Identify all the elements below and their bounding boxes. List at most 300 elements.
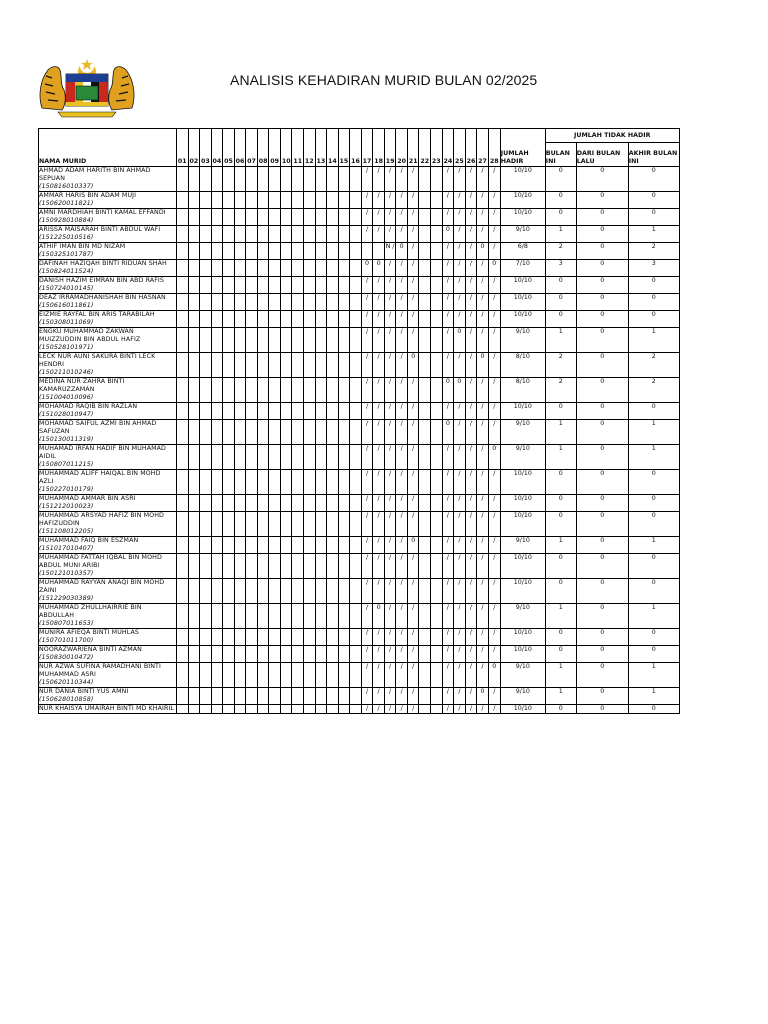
attendance-mark	[211, 243, 223, 260]
attendance-mark: 0	[488, 663, 500, 688]
attendance-mark	[200, 629, 212, 646]
attendance-mark	[419, 470, 431, 495]
attendance-mark: /	[477, 512, 489, 537]
column-header-day: 03	[200, 129, 212, 167]
attendance-mark: /	[373, 554, 385, 579]
jumlah-hadir-cell: 7/10	[500, 260, 545, 277]
attendance-mark: /	[454, 688, 466, 705]
attendance-mark: /	[407, 420, 419, 445]
attendance-mark: /	[373, 688, 385, 705]
attendance-mark: /	[407, 705, 419, 714]
attendance-mark: /	[465, 663, 477, 688]
attendance-mark: /	[488, 167, 500, 192]
attendance-mark	[177, 328, 189, 353]
attendance-mark	[350, 646, 362, 663]
attendance-mark	[350, 445, 362, 470]
attendance-mark: /	[465, 260, 477, 277]
attendance-mark	[223, 226, 235, 243]
attendance-mark	[373, 243, 385, 260]
student-name: NUR AZWA SUFINA RAMADHANI BINTI MUHAMMAD ASRI	[39, 663, 161, 678]
attendance-mark	[200, 328, 212, 353]
attendance-mark: /	[373, 579, 385, 604]
attendance-mark	[304, 353, 316, 378]
attendance-mark	[419, 646, 431, 663]
attendance-mark	[188, 192, 200, 209]
attendance-mark	[200, 579, 212, 604]
attendance-mark	[431, 663, 443, 688]
attendance-mark	[223, 243, 235, 260]
attendance-mark	[327, 403, 339, 420]
attendance-mark	[338, 646, 350, 663]
attendance-mark	[269, 420, 281, 445]
malaysia-coat-of-arms-icon	[36, 56, 138, 120]
attendance-mark	[315, 277, 327, 294]
attendance-mark: /	[407, 192, 419, 209]
attendance-table	[38, 128, 680, 714]
attendance-mark	[223, 495, 235, 512]
column-header-day: 26	[465, 129, 477, 167]
attendance-mark	[304, 403, 316, 420]
attendance-mark: /	[373, 209, 385, 226]
attendance-mark	[200, 705, 212, 714]
attendance-mark	[177, 294, 189, 311]
attendance-mark: /	[361, 403, 373, 420]
attendance-mark	[327, 579, 339, 604]
column-header-day: 25	[454, 129, 466, 167]
attendance-mark	[338, 294, 350, 311]
attendance-mark: /	[465, 294, 477, 311]
attendance-mark: /	[442, 167, 454, 192]
attendance-mark	[211, 277, 223, 294]
attendance-mark	[304, 512, 316, 537]
attendance-mark: /	[373, 167, 385, 192]
attendance-mark: /	[373, 420, 385, 445]
attendance-mark: /	[373, 311, 385, 328]
attendance-mark	[234, 512, 246, 537]
student-name-cell	[39, 294, 177, 311]
column-header-day: 28	[488, 129, 500, 167]
attendance-mark	[280, 403, 292, 420]
attendance-mark	[292, 445, 304, 470]
attendance-mark	[211, 537, 223, 554]
attendance-mark: /	[384, 192, 396, 209]
attendance-mark: /	[384, 167, 396, 192]
attendance-mark	[338, 226, 350, 243]
attendance-mark	[188, 604, 200, 629]
attendance-mark: /	[361, 604, 373, 629]
attendance-mark	[246, 604, 258, 629]
attendance-mark	[338, 579, 350, 604]
attendance-mark: /	[488, 495, 500, 512]
attendance-mark	[188, 495, 200, 512]
attendance-mark	[234, 209, 246, 226]
bulan-ini-cell: 1	[545, 604, 576, 629]
attendance-mark	[257, 243, 269, 260]
attendance-mark: /	[361, 353, 373, 378]
attendance-mark	[211, 579, 223, 604]
student-id: (150816010337)	[39, 183, 94, 190]
attendance-mark	[234, 311, 246, 328]
attendance-mark	[177, 688, 189, 705]
attendance-mark	[304, 243, 316, 260]
attendance-mark	[177, 646, 189, 663]
akhir-bulan-ini-cell: 0	[628, 554, 679, 579]
akhir-bulan-ini-cell: 1	[628, 420, 679, 445]
student-name: DAFINAH HAZIQAH BINTI RIDUAN SHAH	[39, 260, 167, 267]
attendance-mark: /	[407, 260, 419, 277]
attendance-mark	[431, 260, 443, 277]
attendance-mark: /	[361, 629, 373, 646]
table-row	[39, 328, 680, 353]
attendance-mark	[280, 579, 292, 604]
attendance-mark: 0	[407, 353, 419, 378]
attendance-mark: /	[488, 328, 500, 353]
attendance-mark	[315, 629, 327, 646]
attendance-mark	[327, 629, 339, 646]
attendance-mark	[188, 579, 200, 604]
attendance-mark	[419, 167, 431, 192]
attendance-mark	[211, 420, 223, 445]
attendance-mark	[223, 663, 235, 688]
attendance-mark	[257, 579, 269, 604]
attendance-mark	[304, 420, 316, 445]
attendance-mark	[419, 629, 431, 646]
attendance-mark	[419, 420, 431, 445]
attendance-mark: /	[396, 604, 408, 629]
attendance-mark	[200, 167, 212, 192]
attendance-mark	[234, 260, 246, 277]
attendance-mark	[431, 495, 443, 512]
attendance-mark	[338, 604, 350, 629]
jumlah-hadir-cell: 9/10	[500, 328, 545, 353]
student-name-cell	[39, 420, 177, 445]
dari-bulan-lalu-cell: 0	[576, 705, 628, 714]
attendance-mark	[246, 663, 258, 688]
akhir-bulan-ini-cell: 1	[628, 226, 679, 243]
attendance-mark	[200, 277, 212, 294]
attendance-mark: /	[454, 403, 466, 420]
jumlah-hadir-cell: 10/10	[500, 209, 545, 226]
attendance-mark	[246, 209, 258, 226]
student-id: (150701011700)	[39, 637, 94, 644]
attendance-mark	[280, 688, 292, 705]
attendance-mark	[431, 328, 443, 353]
attendance-mark	[200, 353, 212, 378]
attendance-mark	[177, 403, 189, 420]
attendance-mark	[327, 277, 339, 294]
attendance-mark	[292, 294, 304, 311]
attendance-mark	[280, 470, 292, 495]
attendance-mark: /	[477, 328, 489, 353]
student-id: (150227010179)	[39, 486, 94, 493]
attendance-mark: 0	[442, 420, 454, 445]
attendance-mark	[350, 512, 362, 537]
attendance-mark: /	[407, 445, 419, 470]
student-name-cell	[39, 167, 177, 192]
attendance-mark	[292, 403, 304, 420]
attendance-mark	[200, 209, 212, 226]
attendance-mark: /	[454, 604, 466, 629]
attendance-mark	[257, 646, 269, 663]
column-header-bulan-ini: BULAN INI	[545, 143, 576, 167]
attendance-mark: /	[373, 646, 385, 663]
attendance-mark: /	[361, 470, 373, 495]
attendance-mark: /	[477, 604, 489, 629]
attendance-mark: /	[361, 646, 373, 663]
attendance-mark	[269, 260, 281, 277]
attendance-mark	[350, 311, 362, 328]
attendance-mark: /	[465, 167, 477, 192]
student-name-cell	[39, 192, 177, 209]
attendance-mark: 0	[442, 226, 454, 243]
dari-bulan-lalu-cell: 0	[576, 226, 628, 243]
dari-bulan-lalu-cell: 0	[576, 378, 628, 403]
table-row	[39, 353, 680, 378]
attendance-mark: /	[407, 294, 419, 311]
attendance-mark	[431, 579, 443, 604]
attendance-mark: /	[465, 495, 477, 512]
attendance-mark	[269, 311, 281, 328]
attendance-mark	[280, 420, 292, 445]
attendance-mark: /	[361, 328, 373, 353]
attendance-mark: /	[465, 328, 477, 353]
student-name: ARISSA MAISARAH BINTI ABDUL WAFI	[39, 226, 161, 233]
attendance-mark	[304, 688, 316, 705]
attendance-mark	[304, 167, 316, 192]
attendance-mark: /	[454, 579, 466, 604]
attendance-mark: /	[465, 226, 477, 243]
student-name-cell	[39, 688, 177, 705]
attendance-mark	[431, 445, 443, 470]
attendance-mark	[234, 420, 246, 445]
attendance-mark	[280, 537, 292, 554]
attendance-mark	[327, 209, 339, 226]
attendance-mark	[177, 260, 189, 277]
attendance-mark	[431, 378, 443, 403]
student-name-cell	[39, 260, 177, 277]
akhir-bulan-ini-cell: 2	[628, 353, 679, 378]
attendance-mark	[327, 260, 339, 277]
attendance-mark: 0	[361, 260, 373, 277]
dari-bulan-lalu-cell: 0	[576, 403, 628, 420]
attendance-mark: /	[396, 192, 408, 209]
attendance-mark	[234, 403, 246, 420]
attendance-mark	[177, 353, 189, 378]
attendance-mark: /	[361, 705, 373, 714]
attendance-mark	[419, 192, 431, 209]
attendance-mark	[211, 192, 223, 209]
table-row	[39, 378, 680, 403]
attendance-mark	[177, 705, 189, 714]
student-name-cell	[39, 226, 177, 243]
attendance-mark: /	[361, 192, 373, 209]
akhir-bulan-ini-cell: 0	[628, 470, 679, 495]
bulan-ini-cell: 1	[545, 537, 576, 554]
attendance-mark: /	[454, 705, 466, 714]
attendance-mark	[431, 209, 443, 226]
attendance-mark	[280, 209, 292, 226]
student-name-cell	[39, 209, 177, 226]
attendance-mark	[200, 646, 212, 663]
attendance-mark: /	[454, 226, 466, 243]
attendance-mark	[211, 646, 223, 663]
jumlah-hadir-cell: 9/10	[500, 226, 545, 243]
attendance-mark: /	[384, 277, 396, 294]
attendance-mark	[188, 378, 200, 403]
table-row	[39, 311, 680, 328]
student-id: (150724010145)	[39, 285, 94, 292]
akhir-bulan-ini-cell: 2	[628, 243, 679, 260]
attendance-mark	[188, 629, 200, 646]
student-id: (150807011215)	[39, 461, 94, 468]
attendance-mark: /	[361, 209, 373, 226]
attendance-mark	[338, 403, 350, 420]
attendance-mark: /	[407, 646, 419, 663]
attendance-mark	[188, 705, 200, 714]
attendance-mark	[327, 512, 339, 537]
attendance-mark	[188, 243, 200, 260]
attendance-mark	[246, 243, 258, 260]
attendance-mark	[269, 604, 281, 629]
attendance-mark	[269, 688, 281, 705]
attendance-mark	[338, 537, 350, 554]
attendance-mark	[431, 167, 443, 192]
attendance-mark	[234, 192, 246, 209]
attendance-mark	[188, 646, 200, 663]
attendance-mark	[304, 663, 316, 688]
attendance-mark: /	[454, 445, 466, 470]
column-header-day: 15	[338, 129, 350, 167]
attendance-mark: /	[373, 277, 385, 294]
attendance-mark: /	[442, 705, 454, 714]
column-header-day: 12	[304, 129, 316, 167]
dari-bulan-lalu-cell: 0	[576, 353, 628, 378]
attendance-mark: /	[373, 328, 385, 353]
attendance-mark: /	[407, 579, 419, 604]
attendance-mark	[269, 209, 281, 226]
attendance-mark	[304, 705, 316, 714]
bulan-ini-cell: 0	[545, 277, 576, 294]
attendance-mark	[315, 554, 327, 579]
student-name-cell	[39, 705, 177, 714]
attendance-mark: /	[384, 495, 396, 512]
attendance-mark	[304, 629, 316, 646]
attendance-mark	[431, 294, 443, 311]
attendance-mark	[292, 328, 304, 353]
attendance-mark	[292, 512, 304, 537]
student-id: (150308011069)	[39, 319, 94, 326]
attendance-mark	[188, 311, 200, 328]
akhir-bulan-ini-cell: 0	[628, 512, 679, 537]
attendance-mark	[419, 378, 431, 403]
column-header-day: 22	[419, 129, 431, 167]
student-name: LECK NUR AUNI SAKURA BINTI LECK HENDRI	[39, 353, 156, 368]
attendance-mark	[327, 663, 339, 688]
attendance-mark	[280, 226, 292, 243]
attendance-mark: /	[477, 495, 489, 512]
attendance-mark: /	[373, 353, 385, 378]
attendance-mark: /	[361, 512, 373, 537]
attendance-mark	[269, 579, 281, 604]
column-header-day: 27	[477, 129, 489, 167]
attendance-mark	[304, 554, 316, 579]
student-name-cell	[39, 328, 177, 353]
attendance-mark	[419, 311, 431, 328]
attendance-mark: /	[454, 294, 466, 311]
attendance-mark	[304, 579, 316, 604]
attendance-mark	[431, 470, 443, 495]
attendance-mark	[211, 629, 223, 646]
attendance-mark	[177, 663, 189, 688]
attendance-mark	[246, 311, 258, 328]
attendance-mark: /	[465, 311, 477, 328]
attendance-mark	[177, 495, 189, 512]
bulan-ini-cell: 0	[545, 646, 576, 663]
attendance-mark	[211, 403, 223, 420]
attendance-mark: /	[442, 403, 454, 420]
attendance-mark	[431, 243, 443, 260]
attendance-mark: /	[384, 646, 396, 663]
attendance-mark	[223, 294, 235, 311]
attendance-mark: /	[477, 378, 489, 403]
student-id: (150928010884)	[39, 217, 94, 224]
attendance-mark: /	[465, 209, 477, 226]
attendance-mark	[223, 277, 235, 294]
attendance-mark	[419, 445, 431, 470]
bulan-ini-cell: 0	[545, 209, 576, 226]
attendance-mark	[211, 294, 223, 311]
attendance-mark	[304, 495, 316, 512]
table-row	[39, 470, 680, 495]
attendance-mark	[269, 403, 281, 420]
attendance-mark	[177, 378, 189, 403]
attendance-mark	[234, 167, 246, 192]
bulan-ini-cell: 2	[545, 353, 576, 378]
attendance-mark	[188, 403, 200, 420]
student-id: (150620011821)	[39, 200, 94, 207]
attendance-mark	[257, 445, 269, 470]
attendance-mark: /	[442, 260, 454, 277]
attendance-mark: /	[488, 604, 500, 629]
attendance-mark	[292, 260, 304, 277]
student-id: (150130011319)	[39, 436, 94, 443]
student-id: (150616011861)	[39, 302, 94, 309]
attendance-mark: /	[407, 328, 419, 353]
attendance-mark	[200, 192, 212, 209]
column-header-day: 04	[211, 129, 223, 167]
attendance-mark: /	[442, 470, 454, 495]
attendance-mark	[280, 604, 292, 629]
attendance-mark: /	[465, 277, 477, 294]
student-name: EIZMIE RAYFAL BIN ARIS TARABILAH	[39, 311, 155, 318]
attendance-mark: /	[407, 604, 419, 629]
attendance-mark	[211, 226, 223, 243]
attendance-mark	[246, 445, 258, 470]
attendance-mark: /	[488, 579, 500, 604]
attendance-mark	[350, 209, 362, 226]
attendance-mark	[246, 420, 258, 445]
attendance-mark	[223, 604, 235, 629]
attendance-mark	[269, 378, 281, 403]
attendance-mark	[200, 311, 212, 328]
attendance-mark	[269, 512, 281, 537]
attendance-mark	[304, 277, 316, 294]
attendance-mark	[234, 537, 246, 554]
jumlah-hadir-cell: 10/10	[500, 629, 545, 646]
student-name: MUNIRA AFIEQA BINTI MUHLAS	[39, 629, 139, 636]
attendance-mark	[327, 646, 339, 663]
attendance-mark	[292, 688, 304, 705]
